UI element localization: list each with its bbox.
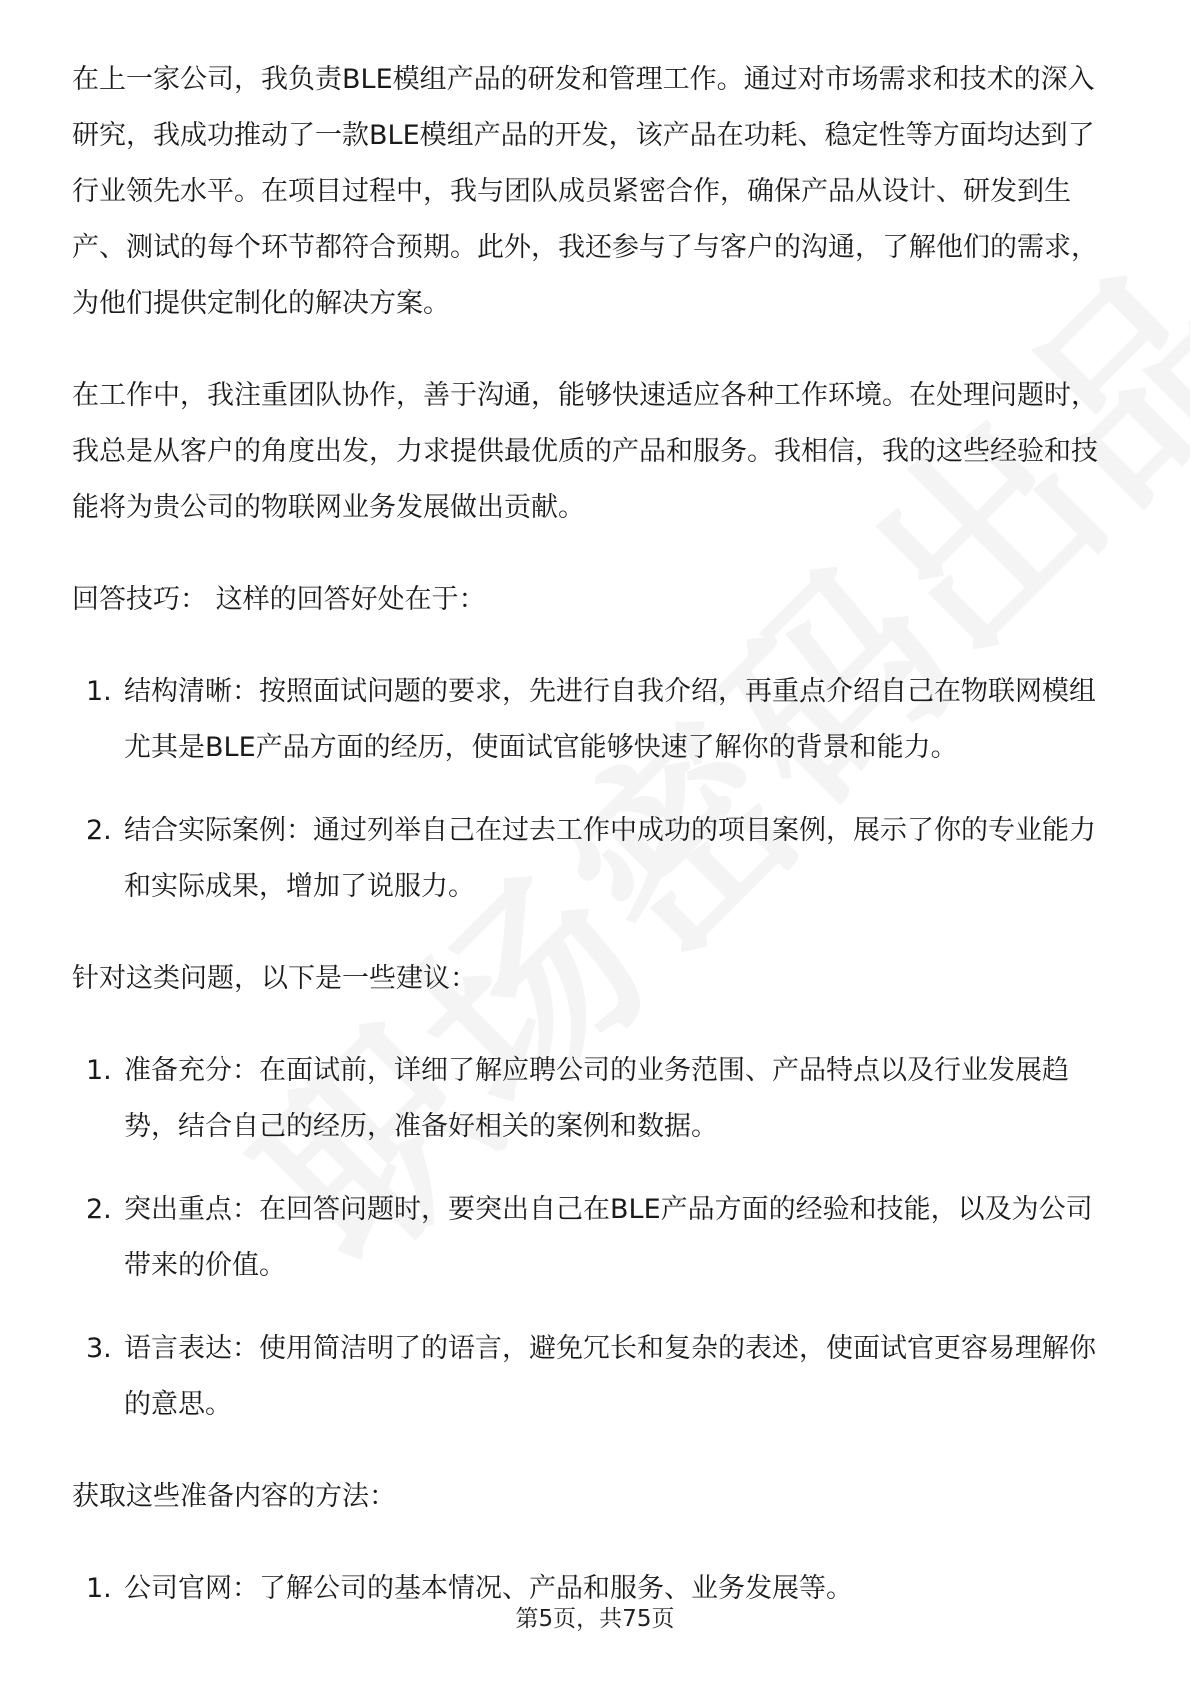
list-item bbox=[72, 1043, 1112, 1155]
list-number: 1. bbox=[86, 676, 112, 707]
list-text: 准备充分：在面试前，详细了解应聘公司的业务范围、产品特点以及行业发展趋势，结合自己的经历，准备好相关的案例和数据。 bbox=[124, 1055, 1069, 1142]
list-text: 突出重点：在回答问题时，要突出自己在BLE产品方面的经验和技能，以及为公司带来的价值。 bbox=[124, 1194, 1093, 1281]
list-item bbox=[72, 1321, 1112, 1433]
list-number: 2. bbox=[86, 1194, 112, 1225]
list-text: 公司官网：了解公司的基本情况、产品和服务、业务发展等。 bbox=[124, 1573, 853, 1604]
list-number: 1. bbox=[86, 1055, 112, 1086]
methods-heading: 获取这些准备内容的方法： bbox=[72, 1481, 396, 1512]
advice-list bbox=[72, 1043, 1112, 1433]
list-number: 3. bbox=[86, 1333, 112, 1364]
list-item bbox=[72, 664, 1112, 776]
tips-heading: 回答技巧： 这样的回答好处在于： bbox=[72, 584, 486, 615]
advice-heading: 针对这类问题，以下是一些建议： bbox=[72, 963, 477, 994]
list-number: 1. bbox=[86, 1573, 112, 1604]
paragraph-experience: 在上一家公司，我负责BLE模组产品的研发和管理工作。通过对市场需求和技术的深入研究，我成功推动了一款BLE模组产品的开发，该产品在功耗、稳定性等方面均达到了行业领先水平。在项目过程中，我与团队成员紧密合作，确保产品从设计、研发到生产、测试的每个环节都符合预期。此外，我还参与了与客户的沟通，了解他们的需求，为他们提供定制化的解决方案。 bbox=[72, 64, 1098, 319]
list-item bbox=[72, 1182, 1112, 1294]
paragraph-strengths: 在工作中，我注重团队协作，善于沟通，能够快速适应各种工作环境。在处理问题时，我总是从客户的角度出发，力求提供最优质的产品和服务。我相信，我的这些经验和技能将为贵公司的物联网业务发展做出贡献。 bbox=[72, 380, 1098, 523]
document-body bbox=[72, 52, 1112, 1653]
list-text: 结合实际案例：通过列举自己在过去工作中成功的项目案例，展示了你的专业能力和实际成果，增加了说服力。 bbox=[124, 815, 1096, 902]
tips-list bbox=[72, 664, 1112, 915]
list-number: 2. bbox=[86, 815, 112, 846]
list-text: 语言表达：使用简洁明了的语言，避免冗长和复杂的表述，使面试官更容易理解你的意思。 bbox=[124, 1333, 1096, 1420]
list-item bbox=[72, 803, 1112, 915]
list-text: 结构清晰：按照面试问题的要求，先进行自我介绍，再重点介绍自己在物联网模组尤其是BLE产品方面的经历，使面试官能够快速了解你的背景和能力。 bbox=[124, 676, 1096, 763]
page-number: 第5页，共75页 bbox=[515, 1606, 675, 1632]
